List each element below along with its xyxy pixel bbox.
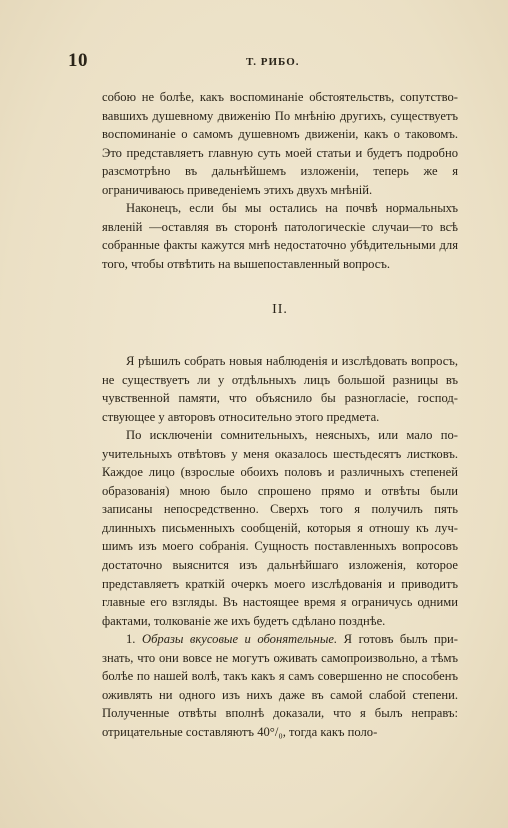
paragraph: Наконецъ, если бы мы остались на почвѣ нормальныхъ явленій —оставляя въ сторонѣ патологическіе случаи—то всѣ собранные факты кажутся мнѣ недостаточно убѣдительными для того, чтобы отвѣтить на вышепоставленный вопросъ. <box>102 201 458 271</box>
paragraph-text: Я готовъ былъ признать, что они вовсе не могутъ оживать самопроизвольно, а тѣмъ болѣе по нашей волѣ, такъ какъ я самъ совершенно не способенъ оживлять ни одного изъ нихъ даже въ самой слабой степени. Полученные отвѣты вполнѣ доказали, что я былъ неправъ: отрицательные составляютъ 40°/₀, тогда какъ поло- <box>102 632 458 739</box>
page-number: 10 <box>68 50 88 71</box>
page-header <box>0 50 508 74</box>
running-head: Т. РИБО. <box>246 56 300 68</box>
body-text <box>102 88 458 742</box>
paragraph-number: 1. <box>126 632 136 647</box>
paragraph: собою не болѣе, какъ воспоминаніе обстоятельствъ, сопутствовавшихъ душевному движенію По мнѣнію другихъ, существуетъ воспоминаніе о самомъ душевномъ движеніи, какъ о таковомъ. Это представляетъ главную суть моей статьи и будетъ подробно разсмотрѣно въ дальнѣйшемъ изложеніи, теперь же я ограничиваюсь приведеніемъ этихъ двухъ мнѣній. <box>102 90 458 197</box>
paragraph: По исключеніи сомнительныхъ, неясныхъ, или мало поучительныхъ отвѣтовъ у меня оказалось шестьдесятъ листковъ. Каждое лицо (взрослые обоихъ половъ и различныхъ степеней образованія) мною было спрошено прямо и отвѣты были записаны непосредственно. Сверхъ того я получилъ пять длинныхъ письменныхъ сообщеній, которыя я отношу къ лучшимъ изъ моего собранія. Сущность поставленныхъ вопросовъ достаточно выяснится изъ дальнѣйшаго изложенія, которое представляетъ краткій очеркъ моего изслѣдованія и приводитъ главные его взгляды. Въ настоящее время я ограничусь одними фактами, толкованіе же ихъ будетъ сдѣлано позднѣе. <box>102 428 458 628</box>
paragraph-italic-lead: Образы вкусовые и обонятельные. <box>141 632 338 647</box>
paragraph-numbered <box>102 630 458 741</box>
section-heading: II. <box>272 302 288 318</box>
paragraph: Я рѣшилъ собрать новыя наблюденія и изслѣдовать вопросъ, не существуетъ ли у отдѣльныхъ лицъ большой разницы въ чувственной памяти, что объяснило бы разногласіе, господствующее у авторовъ относительно этого предмета. <box>102 354 458 424</box>
